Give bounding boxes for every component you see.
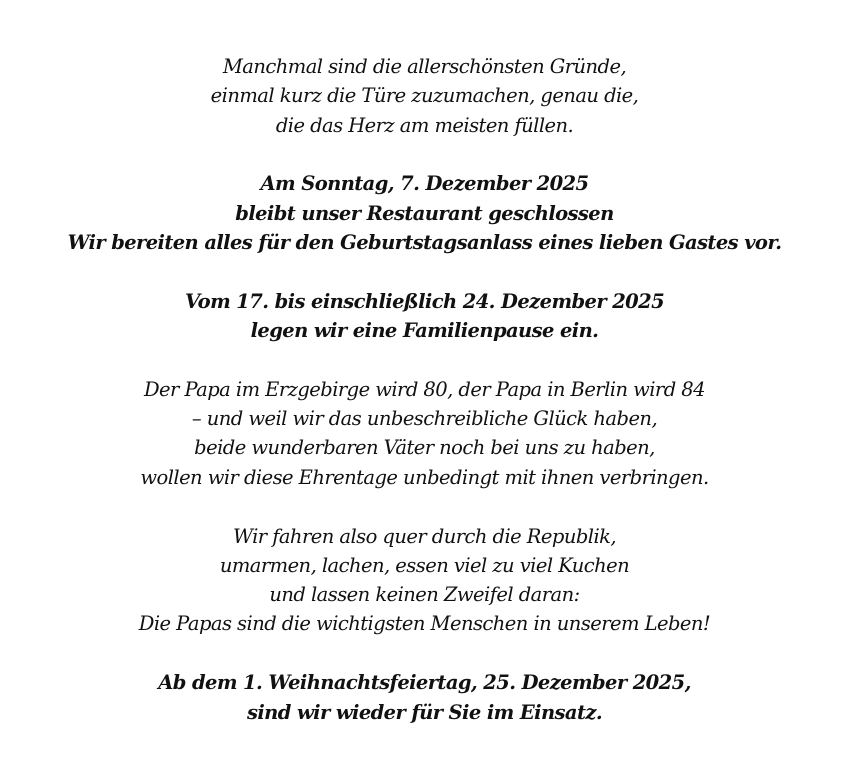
sunday-closure-date: Am Sonntag, 7. Dezember 2025 <box>260 172 589 196</box>
journey-line: Wir fahren also quer durch die Republik, <box>232 524 617 548</box>
intro-line: die das Herz am meisten füllen. <box>275 113 574 137</box>
reopening-paragraph <box>0 668 849 727</box>
journey-line: umarmen, lachen, essen viel zu viel Kuchen <box>219 553 630 577</box>
reopening-line: sind wir wieder für Sie im Einsatz. <box>246 700 603 724</box>
intro-line: einmal kurz die Türe zuzumachen, genau die, <box>210 84 639 108</box>
sunday-closure-paragraph <box>0 169 849 257</box>
closure-notice <box>0 52 849 727</box>
papas-line: – und weil wir das unbeschreibliche Glück haben, <box>191 407 658 431</box>
family-break-paragraph <box>0 287 849 346</box>
papas-line: beide wunderbaren Väter noch bei uns zu haben, <box>194 436 655 460</box>
papas-line: Der Papa im Erzgebirge wird 80, der Papa in Berlin wird 84 <box>143 377 706 401</box>
family-break-line: legen wir eine Familienpause ein. <box>250 319 599 343</box>
journey-paragraph <box>0 522 849 639</box>
intro-line: Manchmal sind die allerschönsten Gründe, <box>222 55 627 78</box>
sunday-closure-reason: Wir bereiten alles für den Geburtstagsanlass eines lieben Gastes vor. <box>67 230 782 254</box>
family-break-dates: Vom 17. bis einschließlich 24. Dezember 2025 <box>184 289 665 313</box>
journey-line: und lassen keinen Zweifel daran: <box>269 583 580 607</box>
reopening-date: Ab dem 1. Weihnachtsfeiertag, 25. Dezember 2025, <box>158 671 691 695</box>
papas-line: wollen wir diese Ehrentage unbedingt mit ihnen verbringen. <box>140 465 709 489</box>
journey-line: Die Papas sind die wichtigsten Menschen in unserem Leben! <box>138 612 711 636</box>
papas-paragraph <box>0 375 849 492</box>
sunday-closure-line: bleibt unser Restaurant geschlossen <box>235 201 614 225</box>
intro-paragraph <box>0 52 849 140</box>
